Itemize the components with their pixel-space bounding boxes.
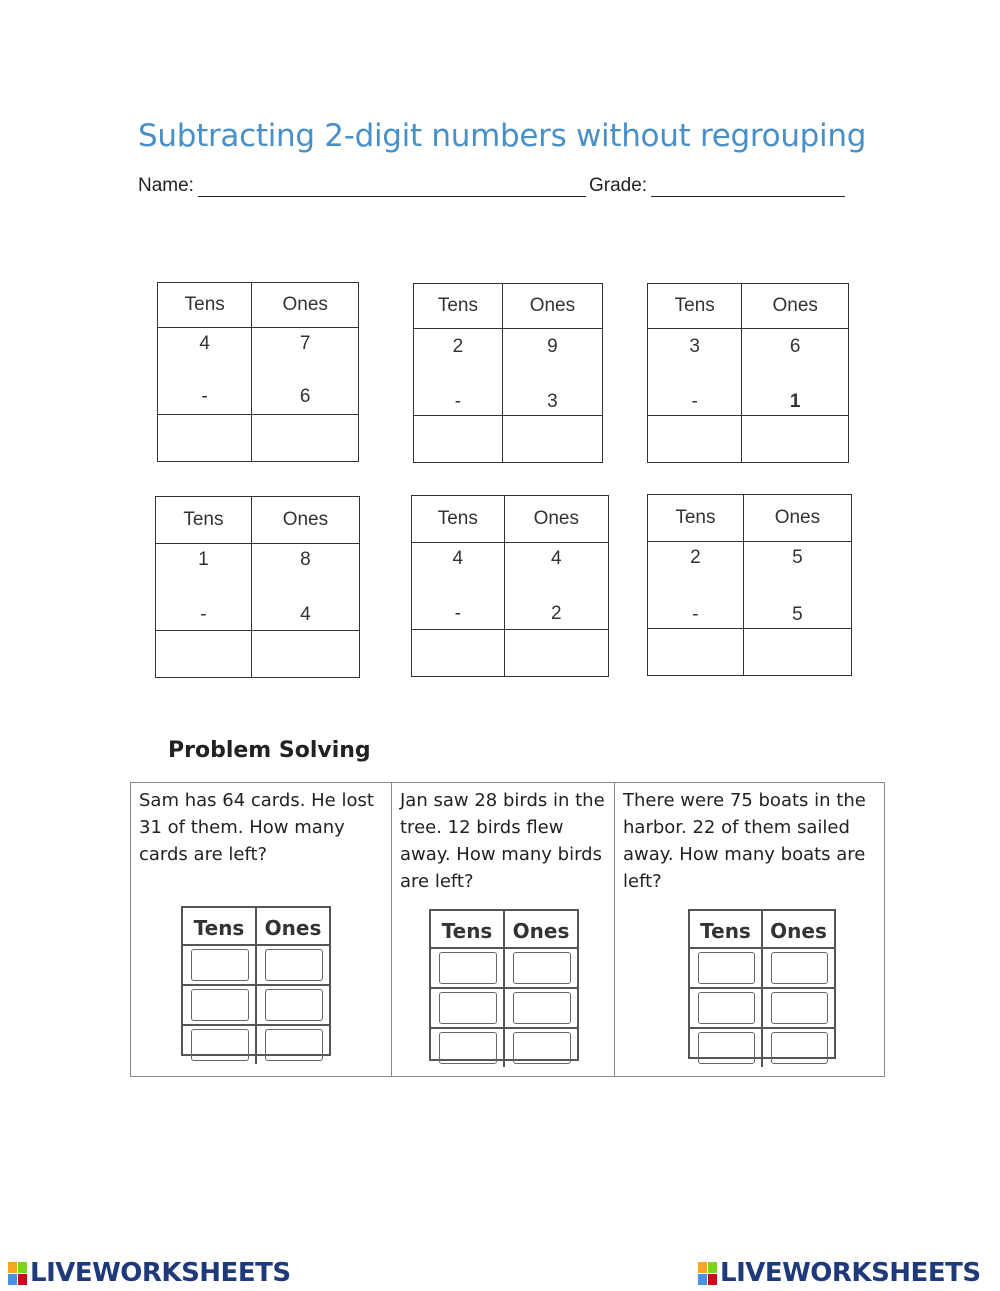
tens-answer-cell[interactable] [158, 415, 252, 462]
place-value-table-4 [155, 496, 360, 678]
ones-answer-cell[interactable] [252, 415, 359, 462]
place-value-table-2 [413, 283, 603, 463]
ones-top-digit: 7 [299, 333, 311, 354]
minus-sign: - [201, 386, 208, 407]
tens-header: Tens [412, 496, 505, 543]
problem-2-place-value-chart [429, 909, 579, 1061]
problem-3-place-value-chart [688, 909, 836, 1059]
name-field[interactable] [198, 178, 586, 197]
name-label: Name: [138, 175, 194, 196]
minus-sign: - [454, 391, 462, 412]
ones-header: Ones [743, 495, 851, 542]
liveworksheets-logo-left [8, 1258, 291, 1288]
answer-box[interactable] [513, 952, 571, 984]
answer-box[interactable] [191, 949, 249, 981]
ones-answer-cell[interactable] [742, 416, 849, 463]
problem-solving-box [130, 782, 885, 1077]
answer-box[interactable] [771, 952, 828, 984]
tens-header: Tens [158, 283, 252, 328]
tens-top-digit: 1 [198, 549, 209, 570]
ones-top-digit: 6 [789, 336, 801, 357]
minus-sign: - [200, 604, 207, 625]
place-value-table-5 [411, 495, 609, 677]
problem-1 [131, 783, 392, 1076]
ones-top-digit: 5 [792, 547, 803, 568]
answer-box[interactable] [513, 992, 571, 1024]
tens-header: Tens [648, 495, 744, 542]
ones-bottom-digit: 3 [547, 391, 558, 412]
answer-box[interactable] [191, 1029, 249, 1061]
tens-header: Tens [156, 497, 252, 544]
answer-box[interactable] [513, 1032, 571, 1064]
ones-bottom-digit: 4 [300, 604, 311, 625]
logo-text: LIVEWORKSHEETS [720, 1258, 981, 1288]
problem-solving-title: Problem Solving [168, 738, 371, 763]
minus-sign: - [692, 604, 699, 625]
problem-1-text: Sam has 64 cards. He lost 31 of them. How many cards are left? [139, 790, 374, 865]
ones-header: Ones [502, 284, 602, 329]
ones-answer-cell[interactable] [504, 630, 608, 677]
answer-box[interactable] [698, 1032, 755, 1064]
ones-header: Ones [252, 283, 359, 328]
answer-box[interactable] [439, 1032, 497, 1064]
answer-box[interactable] [698, 952, 755, 984]
ones-bottom-digit: 2 [550, 603, 562, 624]
ones-bottom-digit: 1 [789, 391, 801, 412]
tens-answer-cell[interactable] [648, 629, 744, 676]
place-value-table-6 [647, 494, 852, 676]
logo-blocks-icon [8, 1262, 27, 1285]
grade-field[interactable] [651, 178, 845, 197]
tens-top-digit: 2 [690, 547, 701, 568]
place-value-table-3 [647, 283, 849, 463]
answer-box[interactable] [439, 952, 497, 984]
tens-answer-cell[interactable] [414, 416, 503, 463]
worksheet-title: Subtracting 2-digit numbers without regrouping [138, 118, 867, 154]
problem-2 [392, 783, 615, 1076]
ones-top-digit: 8 [300, 549, 311, 570]
minus-sign: - [691, 391, 698, 412]
answer-box[interactable] [265, 949, 323, 981]
ones-top-digit: 4 [550, 548, 562, 569]
tens-header: Tens [431, 911, 505, 947]
problem-3 [615, 783, 884, 1076]
name-grade-line [138, 175, 848, 197]
ones-header: Ones [512, 919, 570, 943]
ones-top-digit: 9 [547, 336, 558, 357]
ones-bottom-digit: 6 [299, 386, 311, 407]
tens-header: Tens [648, 284, 742, 329]
answer-box[interactable] [771, 1032, 828, 1064]
minus-sign: - [454, 603, 461, 624]
answer-box[interactable] [439, 992, 497, 1024]
ones-answer-cell[interactable] [743, 629, 851, 676]
ones-header: Ones [504, 496, 608, 543]
ones-header: Ones [742, 284, 849, 329]
tens-header: Tens [183, 908, 257, 944]
tens-header: Tens [690, 911, 763, 947]
tens-header: Tens [414, 284, 503, 329]
liveworksheets-logo-right [698, 1258, 981, 1288]
ones-answer-cell[interactable] [502, 416, 602, 463]
problem-3-text: There were 75 boats in the harbor. 22 of them sailed away. How many boats are left? [623, 790, 866, 892]
ones-header: Ones [264, 916, 322, 940]
tens-top-digit: 2 [452, 336, 464, 357]
tens-answer-cell[interactable] [648, 416, 742, 463]
tens-answer-cell[interactable] [156, 631, 252, 678]
ones-header: Ones [770, 919, 827, 943]
tens-top-digit: 4 [452, 548, 464, 569]
answer-box[interactable] [771, 992, 828, 1024]
ones-bottom-digit: 5 [792, 604, 803, 625]
problem-2-text: Jan saw 28 birds in the tree. 12 birds flew away. How many birds are left? [400, 790, 605, 892]
ones-answer-cell[interactable] [251, 631, 359, 678]
logo-blocks-icon [698, 1262, 717, 1285]
logo-text: LIVEWORKSHEETS [30, 1258, 291, 1288]
place-value-table-1 [157, 282, 359, 462]
answer-box[interactable] [698, 992, 755, 1024]
tens-top-digit: 3 [689, 336, 700, 357]
tens-answer-cell[interactable] [412, 630, 505, 677]
problem-1-place-value-chart [181, 906, 331, 1056]
answer-box[interactable] [265, 1029, 323, 1061]
grade-label: Grade: [588, 175, 648, 196]
tens-top-digit: 4 [199, 333, 210, 354]
answer-box[interactable] [191, 989, 249, 1021]
answer-box[interactable] [265, 989, 323, 1021]
ones-header: Ones [251, 497, 359, 544]
